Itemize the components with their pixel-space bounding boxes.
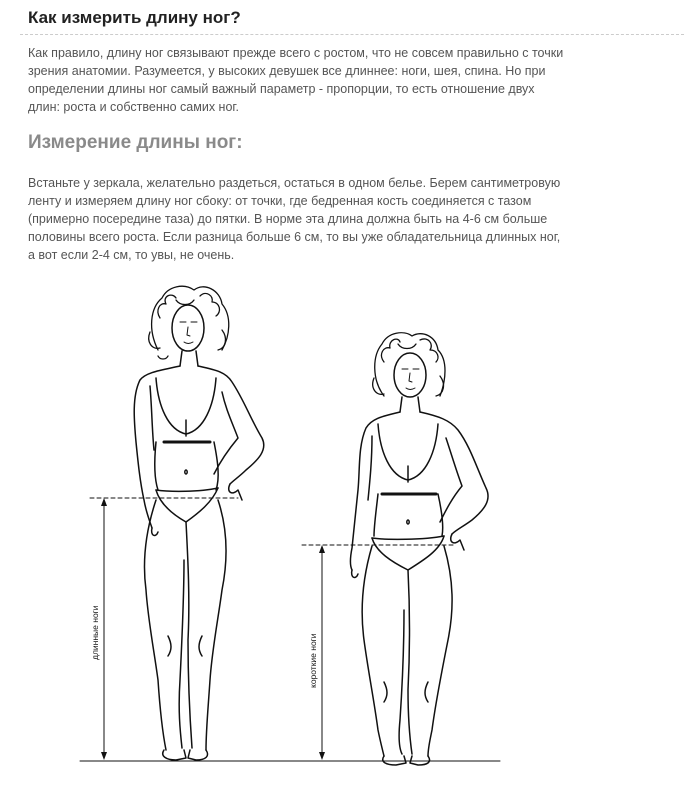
- short-legs-figure: [351, 333, 489, 765]
- title-divider: [20, 34, 684, 35]
- right-hair: [373, 333, 445, 396]
- short-legs-label: короткие ноги: [308, 633, 318, 688]
- article-title: Как измерить длину ног?: [28, 8, 241, 27]
- section-heading: Измерение длины ног:: [28, 132, 243, 153]
- long-legs-figure: [134, 286, 264, 760]
- long-legs-label: длинные ноги: [90, 605, 100, 660]
- left-hair: [149, 286, 229, 359]
- leg-length-illustration: [0, 280, 690, 807]
- intro-paragraph: Как правило, длину ног связывают прежде всего с ростом, что не совсем правильно с точки зрения анатомии. Разумеется, у высоких девушек все длиннее: ноги, шея, спина. Но при определении длины ног самый важный параметр - пропорции, то есть отношение двух длин: роста и собственно самих ног.: [28, 46, 564, 114]
- section-paragraph: Встаньте у зеркала, желательно раздеться, остаться в одном белье. Берем сантиметровую ленту и измеряем длину ног сбоку: от точки, где бедренная кость соединяется с тазом (примерно посередине таза) до пятки. В норме эта длина должна быть на 4-6 см больше половины всего роста. Если разница больше 6 см, то вы уже обладательница длинных ног, а вот если 2-4 см, то увы, не очень.: [28, 176, 561, 262]
